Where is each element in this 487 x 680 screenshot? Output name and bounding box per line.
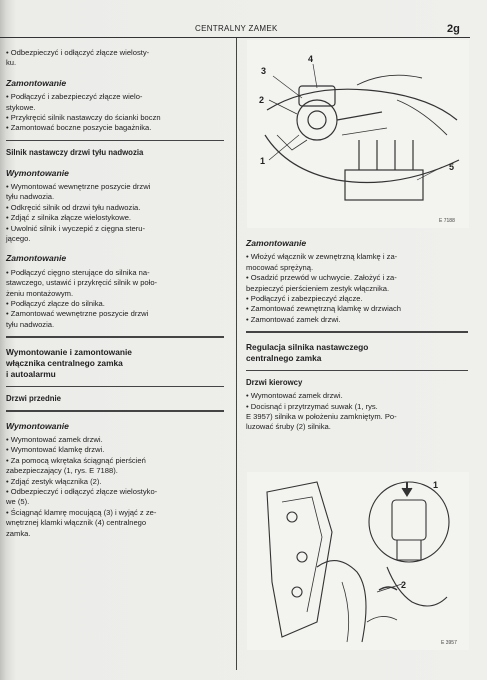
text-line: • Podłączyć cięgno sterujące do silnika na- <box>6 267 150 277</box>
text-line: • Przykręcić silnik nastawczy do ścianki boczn <box>6 113 161 123</box>
text-line: zabezpieczający (1, rys. E 7188). <box>6 466 118 476</box>
column-divider <box>236 38 237 670</box>
text-line: jącego. <box>6 233 31 243</box>
text-line: • Odkręcić silnik od drzwi tyłu nadwozia. <box>6 202 141 212</box>
chapter-heading-line: Wymontowanie i zamontowanie <box>6 346 132 357</box>
section-rule <box>6 386 224 387</box>
text-line: • Wymontować zamek drzwi. <box>6 434 103 444</box>
text-line: • Podłączyć i zabezpieczyć złącze wielo- <box>6 92 143 102</box>
right-column <box>246 238 468 433</box>
figure-callout: 2 <box>259 95 265 105</box>
section-rule <box>6 336 224 337</box>
figure-lock-switch-drawing <box>247 40 469 228</box>
text-line: tyłu nadwozia. <box>6 192 55 202</box>
text-line: bezpieczyć pierścieniem zestyk włącznika. <box>246 283 390 293</box>
figure-callout: 5 <box>449 162 455 172</box>
text-line: • Docisnąć i przytrzymać suwak (1, rys. <box>246 401 378 411</box>
text-line: • Za pomocą wkrętaka ściągnąć pierścień <box>6 455 146 465</box>
figure-callout: 4 <box>308 54 314 64</box>
text-line: • Uwolnić silnik i wyczepić z cięgna steru- <box>6 223 145 233</box>
chapter-heading-line: i autoalarmu <box>6 368 56 379</box>
page-number: 2g <box>447 23 460 35</box>
section-heading: Wymontowanie <box>6 167 69 178</box>
section-heading: Zamontowanie <box>246 238 307 248</box>
text-line: • Zdjąć z silnika złącze wielostykowe. <box>6 213 132 223</box>
text-line: stykowe. <box>6 102 36 112</box>
text-line: • Zamontować boczne poszycie bagażnika. <box>6 123 152 133</box>
chapter-heading-line: włącznika centralnego zamka <box>6 357 123 368</box>
text-line: • Podłączyć i zabezpieczyć złącze. <box>246 294 363 304</box>
figure-callout: 2 <box>401 580 407 590</box>
text-line: E 3957) silnika w położeniu zamkniętym. Po- <box>246 412 397 422</box>
left-column <box>6 48 224 539</box>
text-line: • Włożyć włącznik w zewnętrzną klamkę i za- <box>246 252 398 262</box>
text-line: • Zamontować wewnętrzne poszycie drzwi <box>6 309 149 319</box>
figure-code: E 7188 <box>439 218 455 224</box>
text-line: • Wymontować zamek drzwi. <box>246 391 343 401</box>
text-line: • Podłączyć złącze do silnika. <box>6 299 105 309</box>
text-line: • Zdjąć zestyk włącznika (2). <box>6 476 102 486</box>
text-line: zamka. <box>6 528 31 538</box>
section-heading: Zamontowanie <box>6 77 67 88</box>
subsection-heading: Drzwi kierowcy <box>246 377 303 387</box>
text-line: żeniu montażowym. <box>6 288 74 298</box>
figure-actuator <box>247 472 469 650</box>
text-line: • Ściągnąć klamrę mocującą (3) i wyjąć z ze- <box>6 507 157 517</box>
section-heading: Zamontowanie <box>6 253 67 264</box>
text-line: ku. <box>6 58 17 68</box>
text-line: stawczego, ustawić i przykręcić silnik w poło- <box>6 278 158 288</box>
subsection-heading: Drzwi przednie <box>6 393 62 403</box>
chapter-heading <box>6 347 224 380</box>
chapter-heading <box>246 342 468 364</box>
text-line: tyłu nadwozia. <box>6 319 55 329</box>
figure-code: E 3957 <box>441 640 457 646</box>
figure-lock-switch <box>247 40 469 228</box>
text-line: • Odbezpieczyć i odłączyć złącze wielosty- <box>6 48 150 57</box>
section-rule <box>246 370 468 371</box>
text-line: • Zamontować zewnętrzną klamkę w drzwiach <box>246 304 402 314</box>
chapter-heading-line: centralnego zamka <box>246 352 322 363</box>
figure-callout: 1 <box>433 480 439 490</box>
figure-actuator-drawing <box>247 472 469 650</box>
subsection-heading: Silnik nastawczy drzwi tyłu nadwozia <box>6 148 144 158</box>
text-line: • Zamontować zamek drzwi. <box>246 314 341 324</box>
running-header-title: CENTRALNY ZAMEK <box>195 24 278 33</box>
section-rule <box>246 331 468 332</box>
section-rule <box>6 140 224 141</box>
text-line: • Wymontować wewnętrzne poszycie drzwi <box>6 181 151 191</box>
text-line: • Odbezpieczyć i odłączyć złącze wielostyko- <box>6 486 158 496</box>
section-heading: Wymontowanie <box>6 420 69 431</box>
text-line: wnętrznej klamki włącznik (4) centralnego <box>6 518 147 528</box>
text-line: • Osadzić przewód w uchwycie. Założyć i za- <box>246 273 397 283</box>
section-rule <box>6 410 224 411</box>
text-line: mocować sprężyną. <box>246 262 314 272</box>
text-line: • Wymontować klamkę drzwi. <box>6 445 105 455</box>
text-line: we (5). <box>6 497 30 507</box>
chapter-heading-line: Regulacja silnika nastawczego <box>246 341 369 352</box>
figure-callout: 3 <box>261 66 267 76</box>
text-line: luzować śruby (2) silnika. <box>246 422 331 432</box>
figure-callout: 1 <box>260 156 266 166</box>
